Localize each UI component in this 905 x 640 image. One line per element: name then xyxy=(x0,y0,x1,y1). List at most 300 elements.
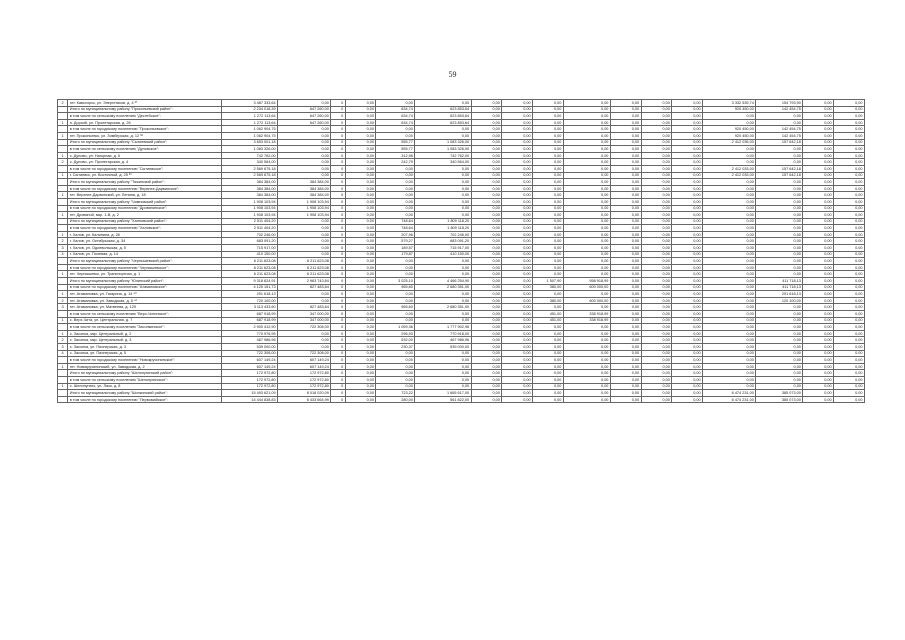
amount-cell: 0,00 xyxy=(345,317,376,324)
amount-cell: 0,00 xyxy=(533,271,564,278)
address-cell: в том числе по городскому поселению "Чернышевское": xyxy=(68,264,222,271)
address-cell: п. Дорсий, ул. Пролетарская, д. 26 xyxy=(68,119,222,126)
amount-cell: 0,00 xyxy=(672,258,703,265)
subtotal-row xyxy=(58,324,865,331)
amount-cell: 157 642,18 xyxy=(756,165,803,172)
amount-cell: 0,00 xyxy=(533,139,564,146)
amount-cell: 0,00 xyxy=(672,311,703,318)
amount-cell: 3 332 539,74 xyxy=(703,100,756,107)
amount-cell: 0,00 xyxy=(703,284,756,291)
amount-cell: 0,00 xyxy=(672,324,703,331)
amount-cell: 0,00 xyxy=(672,330,703,337)
amount-cell: 555,77 xyxy=(376,146,415,153)
amount-cell: 0,00 xyxy=(415,258,471,265)
amount-cell: 296,93 xyxy=(376,330,415,337)
amount-cell: 0,00 xyxy=(502,350,533,357)
amount-cell: 0,00 xyxy=(471,152,502,159)
amount-cell: 0,00 xyxy=(533,159,564,166)
amount-cell: 0,00 xyxy=(834,337,865,344)
amount-cell: 0,00 xyxy=(278,165,331,172)
subtotal-row xyxy=(58,218,865,225)
amount-cell: 2 412 035,00 xyxy=(703,139,756,146)
amount-cell: 0 xyxy=(331,337,345,344)
amount-cell: 965,60 xyxy=(376,304,415,311)
amount-cell: 0,00 xyxy=(471,146,502,153)
amount-cell: 0,00 xyxy=(278,330,331,337)
address-cell: пгт. Дровяной, мкр. 1-В, д. 2 xyxy=(68,212,222,219)
amount-cell: 0,00 xyxy=(533,396,564,403)
amount-cell: 0,00 xyxy=(803,231,834,238)
address-cell: пгт. Верхнее-Дарвинский, ул. Ленина, д. 18 xyxy=(68,192,222,199)
amount-cell: 6 474 231,00 xyxy=(703,390,756,397)
row-number-cell xyxy=(58,126,68,133)
address-cell: в том числе по сельскому поселению "Деснтбское": xyxy=(68,113,222,120)
amount-cell: 0,00 xyxy=(502,343,533,350)
amount-cell: 0 xyxy=(331,126,345,133)
amount-cell: 0,00 xyxy=(533,212,564,219)
amount-cell: 179,87 xyxy=(376,251,415,258)
amount-cell: 0,00 xyxy=(703,376,756,383)
amount-cell: 172 972,80 xyxy=(221,370,277,377)
amount-cell: 0,00 xyxy=(278,139,331,146)
amount-cell: 742 762,00 xyxy=(221,152,277,159)
amount-cell: 157 642,18 xyxy=(756,139,803,146)
amount-cell: 384 384,00 xyxy=(278,185,331,192)
amount-cell: 0,00 xyxy=(376,370,415,377)
amount-cell: 0,00 xyxy=(672,284,703,291)
amount-cell: 0,00 xyxy=(610,172,641,179)
amount-cell: 0,00 xyxy=(471,238,502,245)
address-cell: пгт. Атамановка, ул. Матвеева, д. 129 xyxy=(68,304,222,311)
amount-cell: 0,00 xyxy=(641,132,672,139)
amount-cell: 920 450,00 xyxy=(703,132,756,139)
amount-cell: 0,00 xyxy=(415,291,471,298)
amount-cell: 0,00 xyxy=(610,311,641,318)
amount-cell: 0,00 xyxy=(563,225,610,232)
amount-cell: 0 xyxy=(331,376,345,383)
amount-cell: 0,00 xyxy=(563,324,610,331)
amount-cell: 0,00 xyxy=(803,357,834,364)
amount-cell: 0,00 xyxy=(415,205,471,212)
amount-cell: 0,00 xyxy=(610,304,641,311)
amount-cell: 2 511 404,20 xyxy=(221,218,277,225)
amount-cell: 0,00 xyxy=(834,278,865,285)
amount-cell: 2 900 412,90 xyxy=(221,324,277,331)
row-number-cell: 3 xyxy=(58,245,68,252)
amount-cell: 0,00 xyxy=(610,225,641,232)
amount-cell: 0,00 xyxy=(756,324,803,331)
row-number-cell xyxy=(58,390,68,397)
address-cell: в том числе по городскому поселению "Первомайское": xyxy=(68,396,222,403)
amount-cell: 0,00 xyxy=(376,258,415,265)
amount-cell: 0,00 xyxy=(533,343,564,350)
amount-cell: 0,00 xyxy=(703,291,756,298)
amount-cell: 0,00 xyxy=(803,225,834,232)
amount-cell: 0,00 xyxy=(672,100,703,107)
amount-cell: 0,00 xyxy=(672,317,703,324)
amount-cell: 0,00 xyxy=(610,212,641,219)
amount-cell: 0,00 xyxy=(502,152,533,159)
amount-cell: 0,00 xyxy=(756,218,803,225)
amount-cell: 0,00 xyxy=(563,376,610,383)
amount-cell: 715 917,00 xyxy=(415,245,471,252)
amount-cell: 0,00 xyxy=(672,343,703,350)
amount-cell: 0,00 xyxy=(641,165,672,172)
amount-cell: 0,00 xyxy=(533,172,564,179)
amount-cell: 0,00 xyxy=(533,330,564,337)
amount-cell: 0 xyxy=(331,100,345,107)
amount-cell: 0,00 xyxy=(415,100,471,107)
amount-cell: 0,00 xyxy=(803,343,834,350)
amount-cell: 0,00 xyxy=(834,324,865,331)
amount-cell: 0,00 xyxy=(345,119,376,126)
amount-cell: 0,00 xyxy=(563,343,610,350)
amount-cell: 0,00 xyxy=(563,245,610,252)
amount-cell: 0,00 xyxy=(533,245,564,252)
amount-cell: 0,00 xyxy=(672,357,703,364)
amount-cell: 0 xyxy=(331,225,345,232)
amount-cell: 3 113 433,60 xyxy=(221,304,277,311)
amount-cell: 0,00 xyxy=(502,311,533,318)
row-number-cell: 3 xyxy=(58,343,68,350)
amount-cell: 0,00 xyxy=(533,390,564,397)
amount-cell: 0 xyxy=(331,396,345,403)
table-row xyxy=(58,245,865,252)
amount-cell: 0,00 xyxy=(672,376,703,383)
subtotal-row xyxy=(58,376,865,383)
address-cell: в том числе по городскому поселению "Верхнее-Дарвинское": xyxy=(68,185,222,192)
amount-cell: 0 xyxy=(331,185,345,192)
amount-cell: 451,00 xyxy=(533,311,564,318)
amount-cell: 0,00 xyxy=(803,192,834,199)
subtotal-row xyxy=(58,396,865,403)
address-cell: Итого по муниципальному району "Халновский район": xyxy=(68,218,222,225)
amount-cell: 0 xyxy=(331,192,345,199)
amount-cell: 748,64 xyxy=(376,225,415,232)
amount-cell: 0,00 xyxy=(533,126,564,133)
amount-cell: 312,98 xyxy=(376,152,415,159)
amount-cell: 0,00 xyxy=(756,119,803,126)
amount-cell: 0,00 xyxy=(415,264,471,271)
address-cell: в том числе по городскому поселению "Халовское": xyxy=(68,225,222,232)
amount-cell: 0,00 xyxy=(610,357,641,364)
amount-cell: 0,00 xyxy=(471,251,502,258)
amount-cell: 0,00 xyxy=(376,363,415,370)
table-row xyxy=(58,363,865,370)
amount-cell: 0,00 xyxy=(803,304,834,311)
amount-cell: 1 665 617,00 xyxy=(415,390,471,397)
amount-cell: 0,00 xyxy=(834,357,865,364)
row-number-cell: 1 xyxy=(58,330,68,337)
amount-cell: 0,00 xyxy=(533,132,564,139)
amount-cell: 0,00 xyxy=(641,212,672,219)
row-number-cell xyxy=(58,205,68,212)
table-row xyxy=(58,192,865,199)
amount-cell: 0,00 xyxy=(376,357,415,364)
amount-cell: 0,00 xyxy=(703,245,756,252)
amount-cell: 0,00 xyxy=(533,350,564,357)
subtotal-row xyxy=(58,113,865,120)
row-number-cell: 1 xyxy=(58,212,68,219)
amount-cell: 958 918,99 xyxy=(563,278,610,285)
amount-cell: 0,00 xyxy=(502,271,533,278)
amount-cell: 0,00 xyxy=(533,218,564,225)
amount-cell: 0,00 xyxy=(471,198,502,205)
amount-cell: 0,00 xyxy=(672,337,703,344)
amount-cell: 0,00 xyxy=(345,245,376,252)
amount-cell: 0,00 xyxy=(376,205,415,212)
table-row xyxy=(58,231,865,238)
table-row xyxy=(58,271,865,278)
amount-cell: 0,00 xyxy=(641,383,672,390)
amount-cell: 0,00 xyxy=(703,278,756,285)
amount-cell: 0,00 xyxy=(672,396,703,403)
amount-cell: 1 777 902,96 xyxy=(415,324,471,331)
amount-cell: 0,00 xyxy=(834,258,865,265)
amount-cell: 0,00 xyxy=(345,343,376,350)
amount-cell: 0,00 xyxy=(610,324,641,331)
amount-cell: 0,00 xyxy=(278,251,331,258)
amount-cell: 0,00 xyxy=(502,264,533,271)
amount-cell: 1 062 904,75 xyxy=(221,126,277,133)
amount-cell: 0,00 xyxy=(376,172,415,179)
amount-cell: 0,00 xyxy=(502,370,533,377)
amount-cell: 0,00 xyxy=(278,132,331,139)
amount-cell: 0,00 xyxy=(345,324,376,331)
amount-cell: 0,00 xyxy=(834,350,865,357)
row-number-cell xyxy=(58,113,68,120)
amount-cell: 0,00 xyxy=(415,198,471,205)
amount-cell: 0,00 xyxy=(278,172,331,179)
amount-cell: 0,00 xyxy=(803,159,834,166)
amount-cell: 0,00 xyxy=(834,264,865,271)
amount-cell: 6 211 623,08 xyxy=(221,271,277,278)
amount-cell: 607 149,24 xyxy=(221,357,277,364)
amount-cell: 4 125 151,73 xyxy=(221,284,277,291)
amount-cell: 0,00 xyxy=(415,192,471,199)
amount-cell: 0,00 xyxy=(641,317,672,324)
amount-cell: 0,00 xyxy=(756,185,803,192)
amount-cell: 230,37 xyxy=(376,343,415,350)
amount-cell: 0,00 xyxy=(703,330,756,337)
amount-cell: 0,00 xyxy=(803,363,834,370)
amount-cell: 600 000,00 xyxy=(563,284,610,291)
amount-cell: 0,00 xyxy=(703,383,756,390)
table-row xyxy=(58,291,865,298)
amount-cell: 1 083 326,00 xyxy=(221,146,277,153)
amount-cell: 0,00 xyxy=(471,370,502,377)
amount-cell: 965,60 xyxy=(376,284,415,291)
amount-cell: 0,00 xyxy=(641,179,672,186)
amount-cell: 0,00 xyxy=(345,383,376,390)
address-cell: Итого по муниципальному району "Шилкинский район": xyxy=(68,390,222,397)
amount-cell: 0,00 xyxy=(803,146,834,153)
amount-cell: 0 xyxy=(331,113,345,120)
amount-cell: 0,00 xyxy=(803,126,834,133)
table-row xyxy=(58,343,865,350)
amount-cell: 0,00 xyxy=(672,238,703,245)
amount-cell: 0,00 xyxy=(672,165,703,172)
amount-cell: 0,00 xyxy=(610,363,641,370)
amount-cell: 0,00 xyxy=(703,343,756,350)
amount-cell: 0,00 xyxy=(803,106,834,113)
amount-cell: 0,00 xyxy=(834,192,865,199)
amount-cell: 0 xyxy=(331,198,345,205)
amount-cell: 827 483,64 xyxy=(278,304,331,311)
amount-cell: 0,00 xyxy=(834,119,865,126)
amount-cell: 0,00 xyxy=(641,113,672,120)
amount-cell: 0,00 xyxy=(803,205,834,212)
amount-cell: 0,00 xyxy=(345,218,376,225)
amount-cell: 0,00 xyxy=(502,146,533,153)
address-cell: Итого по муниципальному району "Чимновский район": xyxy=(68,198,222,205)
amount-cell: 0,00 xyxy=(672,179,703,186)
amount-cell: 0,00 xyxy=(756,304,803,311)
amount-cell: 0 xyxy=(331,343,345,350)
amount-cell: 347 000,00 xyxy=(278,317,331,324)
amount-cell: 15 493 621,09 xyxy=(221,390,277,397)
amount-cell: 0,00 xyxy=(563,179,610,186)
amount-cell: 0,00 xyxy=(610,264,641,271)
amount-cell: 0,00 xyxy=(641,278,672,285)
amount-cell: 0,00 xyxy=(703,192,756,199)
amount-cell: 340 564,00 xyxy=(221,159,277,166)
amount-cell: 722 308,00 xyxy=(221,350,277,357)
address-cell: пгт. Чернышевск, ул. Транспортная, д. 1 xyxy=(68,271,222,278)
amount-cell: 0,00 xyxy=(471,264,502,271)
table-row xyxy=(58,238,865,245)
amount-cell: 0,00 xyxy=(641,330,672,337)
amount-cell: 0,00 xyxy=(703,264,756,271)
amount-cell: 539 000,00 xyxy=(415,343,471,350)
amount-cell: 0 xyxy=(331,390,345,397)
amount-cell: 0 xyxy=(331,139,345,146)
amount-cell: 0,00 xyxy=(703,198,756,205)
amount-cell: 0,00 xyxy=(610,152,641,159)
amount-cell: 207,96 xyxy=(376,231,415,238)
amount-cell: 0,00 xyxy=(502,245,533,252)
amount-cell: 0,00 xyxy=(502,291,533,298)
amount-cell: 0,00 xyxy=(415,350,471,357)
amount-cell: 0,00 xyxy=(415,132,471,139)
amount-cell: 0,00 xyxy=(803,330,834,337)
amount-cell: 0,00 xyxy=(672,106,703,113)
amount-cell: 2 511 404,20 xyxy=(221,225,277,232)
amount-cell: 467 986,96 xyxy=(415,337,471,344)
address-cell: пгт. Камогорск, ул. Энергетиков, д. 4 ³⁷ xyxy=(68,100,222,107)
amount-cell: 607 149,24 xyxy=(278,357,331,364)
amount-cell: 0,00 xyxy=(345,139,376,146)
amount-cell: 0,00 xyxy=(533,251,564,258)
amount-cell: 0,00 xyxy=(641,119,672,126)
amount-cell: 0,00 xyxy=(703,370,756,377)
amount-cell: 722 308,00 xyxy=(278,324,331,331)
amount-cell: 0,00 xyxy=(834,376,865,383)
amount-cell: 8 018 020,09 xyxy=(278,390,331,397)
amount-cell: 0 xyxy=(331,363,345,370)
amount-cell: 0,00 xyxy=(703,304,756,311)
amount-cell: 0,00 xyxy=(641,146,672,153)
amount-cell: 0,00 xyxy=(756,357,803,364)
amount-cell: 0,00 xyxy=(703,357,756,364)
amount-cell: 0,00 xyxy=(471,278,502,285)
amount-cell: 0,00 xyxy=(563,192,610,199)
subtotal-row xyxy=(58,284,865,291)
amount-cell: 0,00 xyxy=(834,179,865,186)
address-cell: с. Засопка, мкр. Центральный, д. 2 xyxy=(68,330,222,337)
amount-cell: 0,00 xyxy=(376,165,415,172)
amount-cell: 0,00 xyxy=(803,165,834,172)
amount-cell: 715 917,00 xyxy=(221,245,277,252)
amount-cell: 0,00 xyxy=(278,225,331,232)
amount-cell: 555,77 xyxy=(376,139,415,146)
amount-cell: 0,00 xyxy=(533,113,564,120)
amount-cell: 0,00 xyxy=(834,284,865,291)
amount-cell: 723,22 xyxy=(376,390,415,397)
amount-cell: 0,00 xyxy=(563,132,610,139)
amount-cell: 0,00 xyxy=(756,330,803,337)
amount-cell: 0,00 xyxy=(834,126,865,133)
amount-cell: 0,00 xyxy=(415,165,471,172)
capital-repair-register-table xyxy=(57,99,865,403)
amount-cell: 0,00 xyxy=(563,238,610,245)
amount-cell: 623 853,64 xyxy=(415,113,471,120)
amount-cell: 0,00 xyxy=(834,304,865,311)
amount-cell: 0 xyxy=(331,278,345,285)
row-number-cell: 1 xyxy=(58,152,68,159)
amount-cell: 0,00 xyxy=(756,146,803,153)
row-number-cell xyxy=(58,258,68,265)
amount-cell: 0,00 xyxy=(834,330,865,337)
amount-cell: 0,00 xyxy=(345,271,376,278)
amount-cell: 0,00 xyxy=(415,271,471,278)
subtotal-row xyxy=(58,278,865,285)
row-number-cell: 1 xyxy=(58,192,68,199)
amount-cell: 0,00 xyxy=(563,126,610,133)
amount-cell: 0,00 xyxy=(415,172,471,179)
amount-cell: 0 xyxy=(331,330,345,337)
amount-cell: 0,00 xyxy=(834,198,865,205)
amount-cell: 687 918,99 xyxy=(221,311,277,318)
row-number-cell xyxy=(58,165,68,172)
amount-cell: 2 412 033,00 xyxy=(703,172,756,179)
amount-cell: 607 149,24 xyxy=(278,363,331,370)
amount-cell: 0,00 xyxy=(834,139,865,146)
amount-cell: 1 809 118,20 xyxy=(415,218,471,225)
amount-cell: 0,00 xyxy=(415,185,471,192)
table-row xyxy=(58,132,865,139)
amount-cell: 0,00 xyxy=(672,225,703,232)
amount-cell: 0,00 xyxy=(345,113,376,120)
amount-cell: 0,00 xyxy=(803,198,834,205)
amount-cell: 0,00 xyxy=(703,317,756,324)
amount-cell: 0,00 xyxy=(502,238,533,245)
amount-cell: 0,00 xyxy=(533,165,564,172)
amount-cell: 0,00 xyxy=(610,238,641,245)
amount-cell: 0,00 xyxy=(834,291,865,298)
amount-cell: 0,00 xyxy=(641,245,672,252)
amount-cell: 0,00 xyxy=(756,264,803,271)
amount-cell: 0,00 xyxy=(471,396,502,403)
amount-cell: 561 822,00 xyxy=(415,396,471,403)
row-number-cell: 4 xyxy=(58,350,68,357)
address-cell: в том числе по сельскому поселению "Верх-Читинское": xyxy=(68,311,222,318)
amount-cell: 0,00 xyxy=(278,231,331,238)
amount-cell: 0,00 xyxy=(533,337,564,344)
amount-cell: 0,00 xyxy=(376,350,415,357)
amount-cell: 6 474 231,00 xyxy=(703,396,756,403)
amount-cell: 411 718,13 xyxy=(756,278,803,285)
